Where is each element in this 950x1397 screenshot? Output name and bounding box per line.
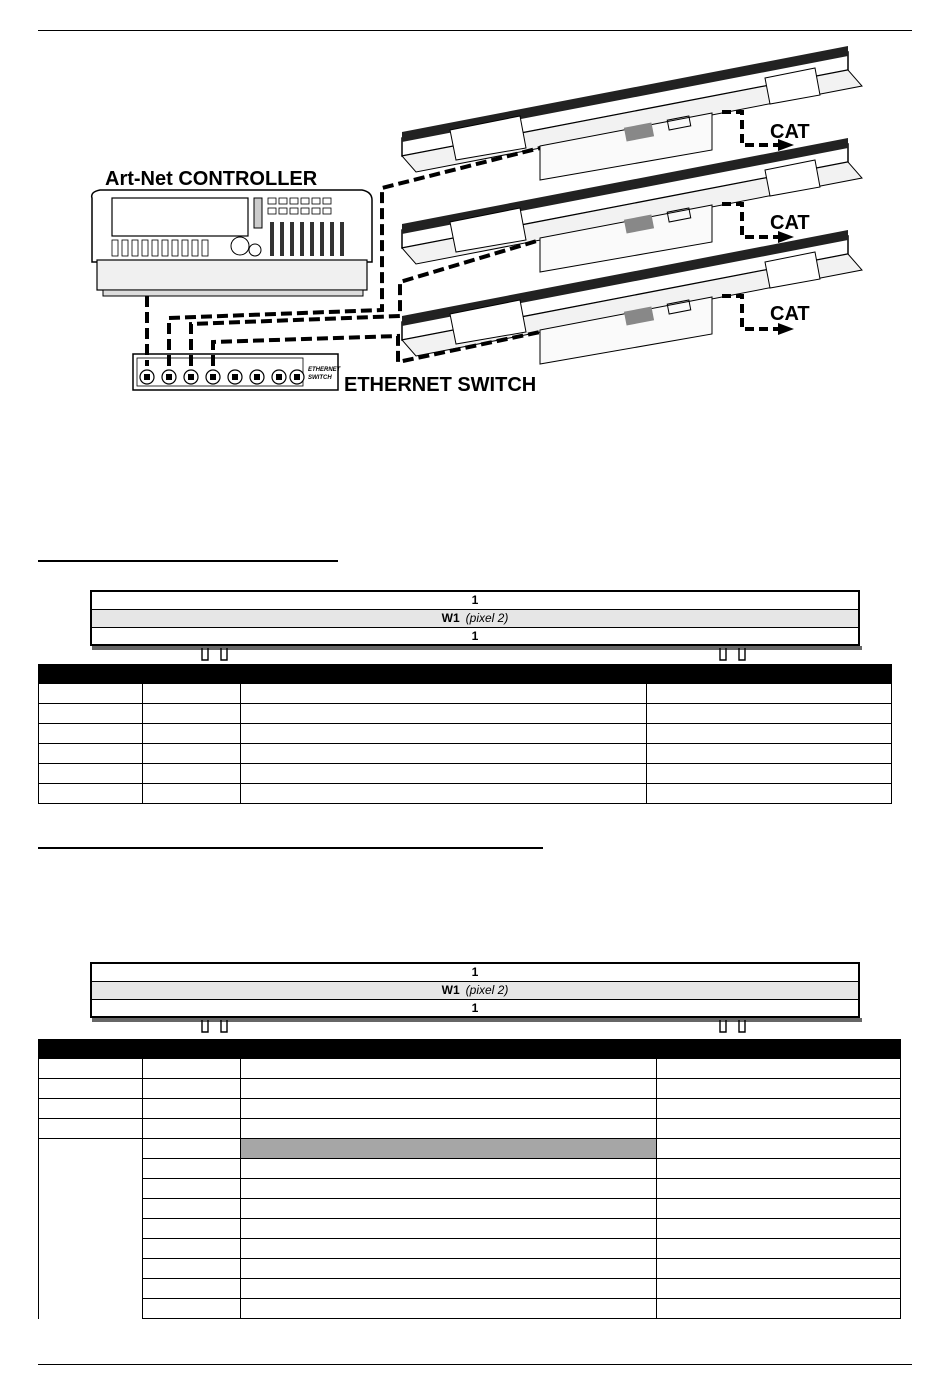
table-header-cell [647,665,892,684]
section1-heading-underline [38,560,338,562]
bar1-middle-note: (pixel 2) [465,611,509,625]
table-row [39,1179,901,1199]
table-row [39,1279,901,1299]
bar1-row-top: 1 [92,592,858,610]
mounting-clip-icon [199,1020,233,1034]
channel-table-section2 [38,1039,901,1319]
table-row [39,704,892,724]
connection-diagram [0,0,950,420]
pixel-bar-section2 [90,962,860,1018]
section2-heading-underline [38,847,543,849]
table-row [39,1159,901,1179]
controller-label: Art-Net CONTROLLER [105,168,318,190]
table-row [39,1059,901,1079]
cat-label-2: CAT [770,212,810,234]
mounting-clip-icon [199,648,233,662]
bar1-row-bottom: 1 [471,629,479,643]
artnet-controller-console [92,190,372,296]
table-row [39,784,892,804]
bar1-row-middle [92,610,858,628]
table-row [39,764,892,784]
bar1-middle-main: W1 [441,611,460,625]
table-header-cell [657,1040,901,1059]
switch-badge-line2: SWITCH [308,375,332,381]
table-row [39,1299,901,1319]
table-header-row [39,1040,901,1059]
table-row [39,1139,901,1159]
table-row [39,1219,901,1239]
table-row [39,1099,901,1119]
bar2-middle-note: (pixel 2) [465,983,509,997]
bar2-row-bottom: 1 [471,1001,479,1015]
table-row [39,724,892,744]
mounting-clip-icon [717,1020,751,1034]
cat-label-1: CAT [770,121,810,143]
pixel-bar-section1 [90,590,860,646]
channel-table-section1 [38,664,892,804]
table-row [39,1199,901,1219]
table-row [39,684,892,704]
bar2-row-middle [92,982,858,1000]
table-row [39,1259,901,1279]
switch-label: ETHERNET SWITCH [344,374,537,396]
mounting-clip-icon [717,648,751,662]
table-row [39,1079,901,1099]
table-header-cell [39,1040,657,1059]
switch-badge-line1: ETHERNET [308,367,341,373]
table-row [39,1119,901,1139]
bar2-middle-main: W1 [441,983,460,997]
footer-rule [38,1364,912,1365]
table-row [39,1239,901,1259]
bar2-row-top: 1 [92,964,858,982]
table-header-cell [39,665,647,684]
cat-label-3: CAT [770,303,810,325]
table-header-row [39,665,892,684]
ethernet-switch [133,354,342,390]
table-row [39,744,892,764]
